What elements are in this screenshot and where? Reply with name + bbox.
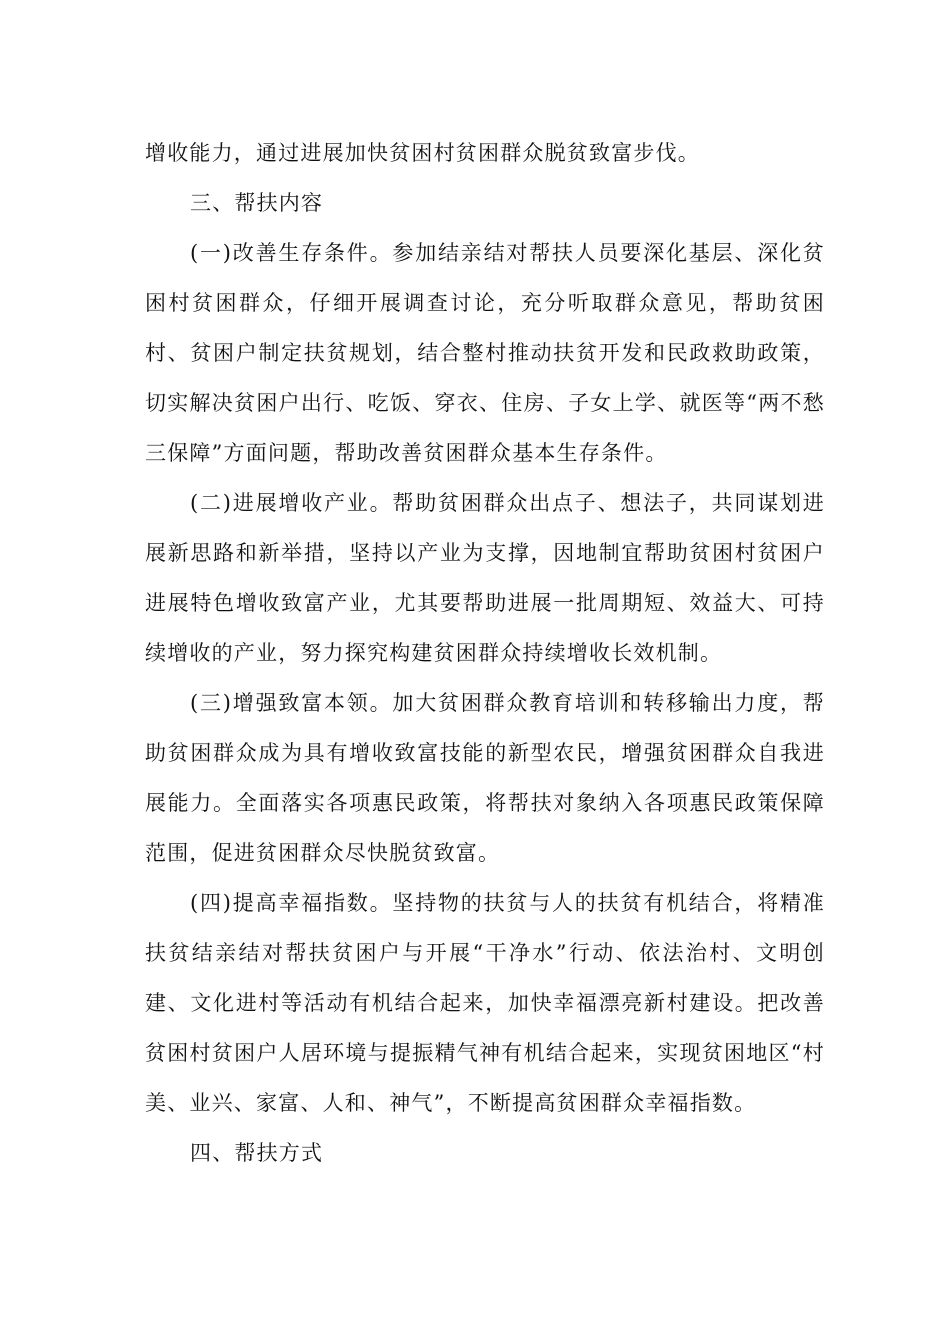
paragraph-item-3: (三)增强致富本领。加大贫困群众教育培训和转移输出力度，帮助贫困群众成为具有增收致富技能的新型农民，增强贫困群众自我进展能力。全面落实各项惠民政策，将帮扶对象纳入各项惠民政策保障范围，促进贫困群众尽快脱贫致富。 [145, 691, 825, 865]
document-body [145, 128, 825, 1178]
paragraph-item-4: (四)提高幸福指数。坚持物的扶贫与人的扶贫有机结合，将精准扶贫结亲结对帮扶贫困户与开展“干净水”行动、依法治村、文明创建、文化进村等活动有机结合起来，加快幸福漂亮新村建设。把改善贫困村贫困户人居环境与提振精气神有机结合起来，实现贫困地区“村美、业兴、家富、人和、神气”，不断提高贫困群众幸福指数。 [145, 891, 825, 1115]
section-heading-3: 三、帮扶内容 [190, 191, 324, 215]
section-heading-4: 四、帮扶方式 [190, 1141, 324, 1165]
paragraph-item-2: (二)进展增收产业。帮助贫困群众出点子、想法子，共同谋划进展新思路和新举措，坚持以产业为支撑，因地制宜帮助贫困村贫困户进展特色增收致富产业，尤其要帮助进展一批周期短、效益大、可持续增收的产业，努力探究构建贫困群众持续增收长效机制。 [145, 491, 825, 665]
paragraph-continuation: 增收能力，通过进展加快贫困村贫困群众脱贫致富步伐。 [145, 141, 700, 165]
paragraph-item-1: (一)改善生存条件。参加结亲结对帮扶人员要深化基层、深化贫困村贫困群众，仔细开展调查讨论，充分听取群众意见，帮助贫困村、贫困户制定扶贫规划，结合整村推动扶贫开发和民政救助政策，切实解决贫困户出行、吃饭、穿衣、住房、子女上学、就医等“两不愁三保障”方面问题，帮助改善贫困群众基本生存条件。 [145, 241, 825, 465]
